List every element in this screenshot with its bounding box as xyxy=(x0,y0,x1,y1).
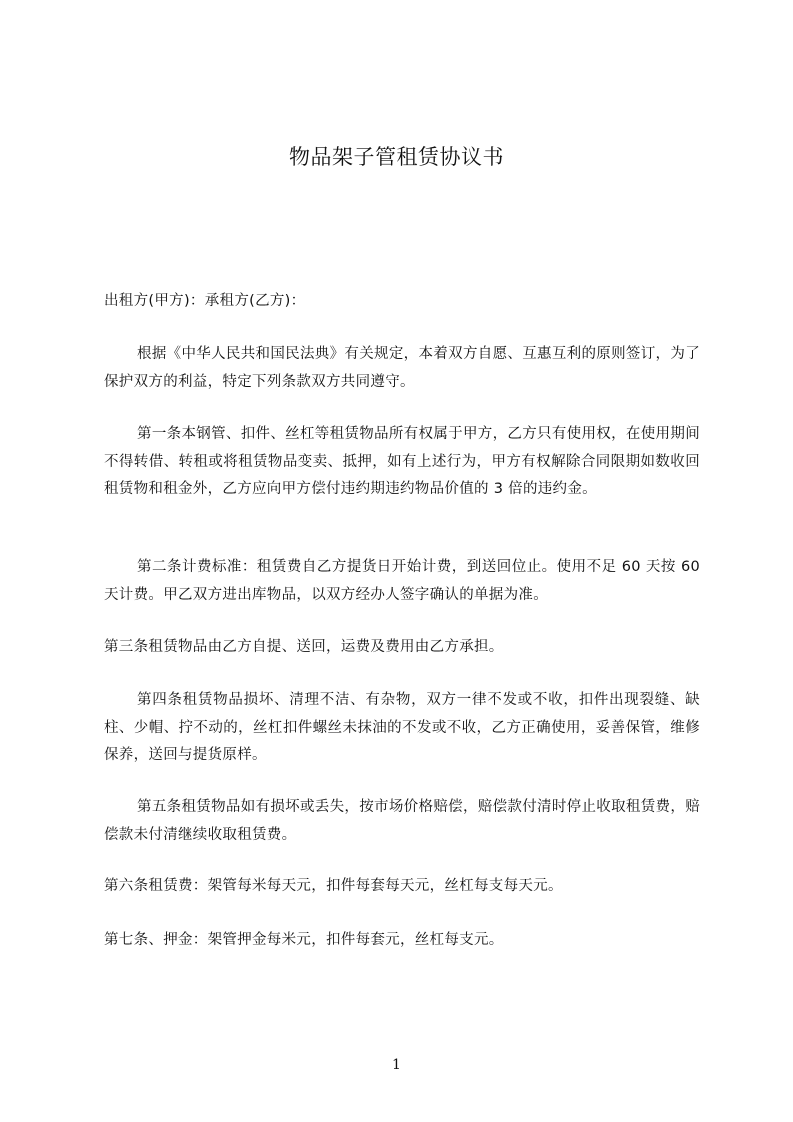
preamble-paragraph: 根据《中华人民共和国民法典》有关规定，本着双方自愿、互惠互利的原则签订，为了保护双方的利益，特定下列条款双方共同遵守。 xyxy=(104,346,700,390)
article-3-paragraph: 第三条租赁物品由乙方自提、送回，运费及费用由乙方承担。 xyxy=(104,639,504,655)
page-number: 1 xyxy=(392,1057,401,1073)
document-title: 物品架子管租赁协议书 xyxy=(289,145,504,169)
article-5-paragraph: 第五条租赁物品如有损坏或丢失，按市场价格赔偿，赔偿款付清时停止收取租赁费，赔偿款未付清继续收取租赁费。 xyxy=(104,799,700,843)
article-7-paragraph: 第七条、押金：架管押金每米元，扣件每套元，丝杠每支元。 xyxy=(104,932,504,948)
article-1-paragraph: 第一条本钢管、扣件、丝杠等租赁物品所有权属于甲方，乙方只有使用权，在使用期间不得转借、转租或将租赁物品变卖、抵押，如有上述行为，甲方有权解除合同限期如数收回租赁物和租金外，乙方应向甲方偿付违约期违约物品价值的 3 倍的违约金。 xyxy=(104,426,700,497)
parties-line: 出租方(甲方)：承租方(乙方)： xyxy=(104,293,306,309)
article-2-paragraph: 第二条计费标准：租赁费自乙方提货日开始计费，到送回位止。使用不足 60 天按 60 天计费。甲乙双方进出库物品，以双方经办人签字确认的单据为准。 xyxy=(104,559,700,603)
article-6-paragraph: 第六条租赁费：架管每米每天元，扣件每套每天元，丝杠每支每天元。 xyxy=(104,878,563,894)
article-4-paragraph: 第四条租赁物品损坏、清理不洁、有杂物，双方一律不发或不收，扣件出现裂缝、缺柱、少帽、拧不动的，丝杠扣件螺丝未抹油的不发或不收，乙方正确使用，妥善保管，维修保养，送回与提货原样。 xyxy=(104,692,700,763)
